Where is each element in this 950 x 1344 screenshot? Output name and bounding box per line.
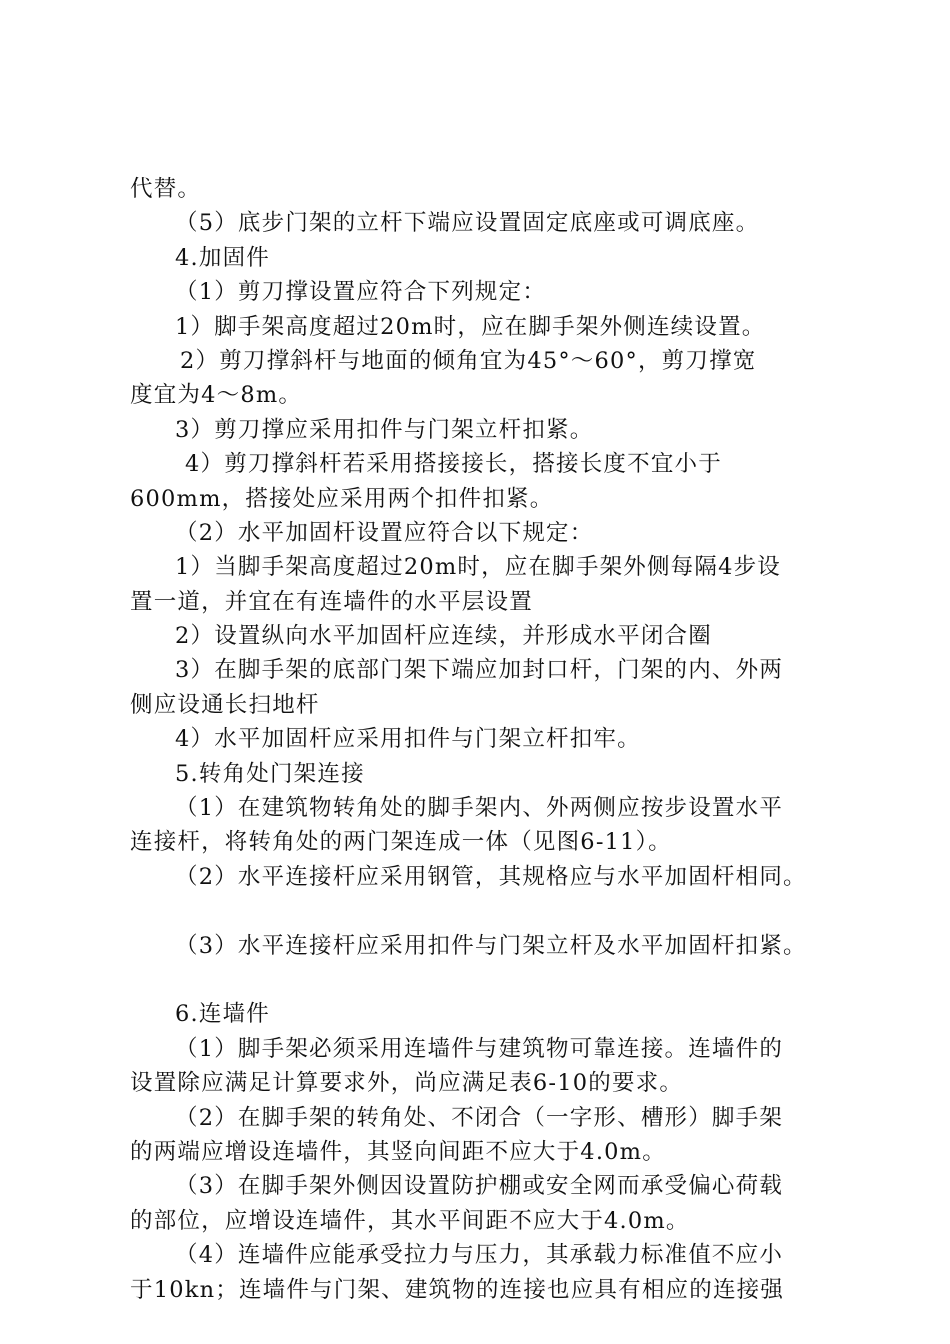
text-line: （5）底步门架的立杆下端应设置固定底座或可调底座。: [175, 210, 760, 237]
text-line: 的部位，应增设连墙件，其水平间距不应大于4.0m。: [130, 1207, 690, 1234]
text-line: 1）脚手架高度超过20m时，应在脚手架外侧连续设置。: [175, 313, 766, 340]
blank-line: [130, 963, 835, 997]
text-line: （2）在脚手架的转角处、不闭合（一字形、槽形）脚手架: [175, 1104, 784, 1131]
text-line: （2）水平加固杆设置应符合以下规定：: [175, 519, 594, 546]
document-body: [130, 172, 835, 1307]
text-line: 2）设置纵向水平加固杆应连续，并形成水平闭合圈: [175, 623, 712, 650]
text-line: 3）在脚手架的底部门架下端应加封口杆，门架的内、外两: [175, 657, 784, 684]
text-line: （4）连墙件应能承受拉力与压力，其承载力标准值不应小: [175, 1242, 784, 1269]
text-line: （1）剪刀撑设置应符合下列规定：: [175, 279, 547, 306]
text-line: 4）水平加固杆应采用扣件与门架立杆扣牢。: [175, 726, 641, 753]
text-line: （1）在建筑物转角处的脚手架内、外两侧应按步设置水平: [175, 795, 784, 822]
text-line: （3）水平连接杆应采用扣件与门架立杆及水平加固杆扣紧。: [175, 932, 807, 959]
text-line: （2）水平连接杆应采用钢管，其规格应与水平加固杆相同。: [175, 863, 807, 890]
text-line: 度宜为4～8m。: [130, 382, 303, 409]
text-line: 代替。: [130, 176, 202, 202]
section-heading: 6.连墙件: [175, 1001, 270, 1028]
text-line: 连接杆，将转角处的两门架连成一体（见图6-11）。: [130, 829, 672, 856]
text-line: 于10kn；连墙件与门架、建筑物的连接也应具有相应的连接强: [130, 1276, 785, 1303]
text-line: 1）当脚手架高度超过20m时，应在脚手架外侧每隔4步设: [175, 554, 781, 581]
text-line: 2）剪刀撑斜杆与地面的倾角宜为45°～60°，剪刀撑宽: [180, 347, 757, 374]
text-line: （3）在脚手架外侧因设置防护棚或安全网而承受偏心荷载: [175, 1173, 784, 1200]
text-line: 3）剪刀撑应采用扣件与门架立杆扣紧。: [175, 416, 594, 443]
text-line: 600mm，搭接处应采用两个扣件扣紧。: [130, 485, 554, 512]
text-line: （1）脚手架必须采用连墙件与建筑物可靠连接。连墙件的: [175, 1035, 784, 1062]
text-line: 侧应设通长扫地杆: [130, 691, 320, 718]
text-line: 置一道，并宜在有连墙件的水平层设置: [130, 588, 533, 615]
text-line: 4）剪刀撑斜杆若采用搭接接长，搭接长度不宜小于: [185, 451, 722, 478]
section-heading: 4.加固件: [175, 244, 270, 271]
blank-line: [130, 894, 835, 928]
text-line: 的两端应增设连墙件，其竖向间距不应大于4.0m。: [130, 1138, 666, 1165]
text-line: 设置除应满足计算要求外，尚应满足表6-10的要求。: [130, 1070, 684, 1097]
section-heading: 5.转角处门架连接: [175, 760, 365, 787]
